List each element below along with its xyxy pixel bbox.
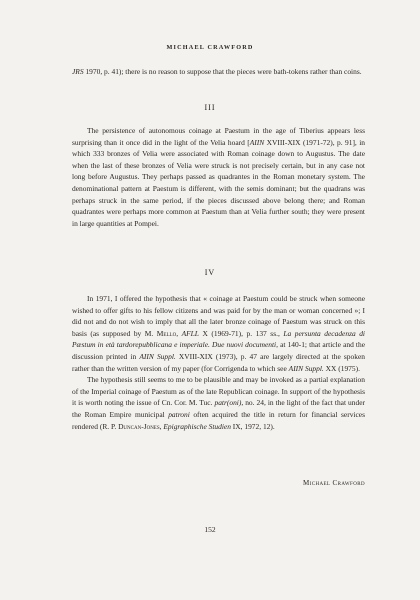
running-head: MICHAEL CRAWFORD <box>166 44 254 51</box>
carryover-text: JRS 1970, p. 41); there is no reason to suppose that the pieces were bath-tokens rather than coins. <box>72 67 362 76</box>
section-iv-body <box>72 293 365 432</box>
section-iv-paragraph-2: The hypothesis still seems to me to be plausible and may be invoked as a partial explanation of the Imperial coinage of Paestum as of the late Republican coinage. In support of the hypothesis it is worth noting the issue of Cn. Cor. M. Tuc. patr(oni), no. 24, in the light of the fact that under the Roman Empire municipal patroni often acquired the title in return for financial services rendered (R. P. Duncan-Jones, Epigraphische Studien IX, 1972, 12). <box>72 375 365 431</box>
author-signature: Michael Crawford <box>303 479 365 487</box>
section-iv-paragraph-1: In 1971, I offered the hypothesis that « coinage at Paestum could be struck when someone wished to offer gifts to his fellow citizens and was paid for by the man or woman concerned »; I did not and do not wish to imply that all the later bronze coinage of Paestum was struck on this basis (as supposed by M. Mello, AFLL X (1969-71), p. 137 ss., La persunta decadenza di Pæstum in età tardorepubblicana e imperiale. Due nuovi documenti, at 140-1; that article and the discussion printed in AIIN Suppl. XVIII-XIX (1973), p. 47 are largely directed at the spoken rather than the written version of my paper (for Corrigenda to which see AIIN Suppl. XX (1975). <box>72 294 366 373</box>
journal-abbrev: JRS <box>72 67 84 76</box>
page-number: 152 <box>204 525 216 534</box>
section-iii-paragraph: The persistence of autonomous coinage at Paestum in the age of Tiberius appears less surprising than it once did in the light of the Velia hoard [AIIN XVIII-XIX (1971-72), p. 91], in which 333 bronzes of Velia were associated with Roman coinage down to Augustus. The date when the last of these bronzes of Velia were struck is not precisely certain, but in any case not long before Augustus. They perhaps passed as quadrantes in the Roman monetary system. The denominational pattern at Paestum is different, with the semis dominant; but the quadrans was perhaps struck in the same period, if the pieces discussed above belong there; and Roman quadrantes were perhaps more common at Paestum than at Velia further south; they were present in large quantities at Pompei. <box>72 126 366 228</box>
section-heading-iii: III <box>204 103 216 112</box>
carryover-paragraph <box>72 66 365 78</box>
section-heading-iv: IV <box>204 268 216 277</box>
section-iii-body <box>72 125 365 229</box>
